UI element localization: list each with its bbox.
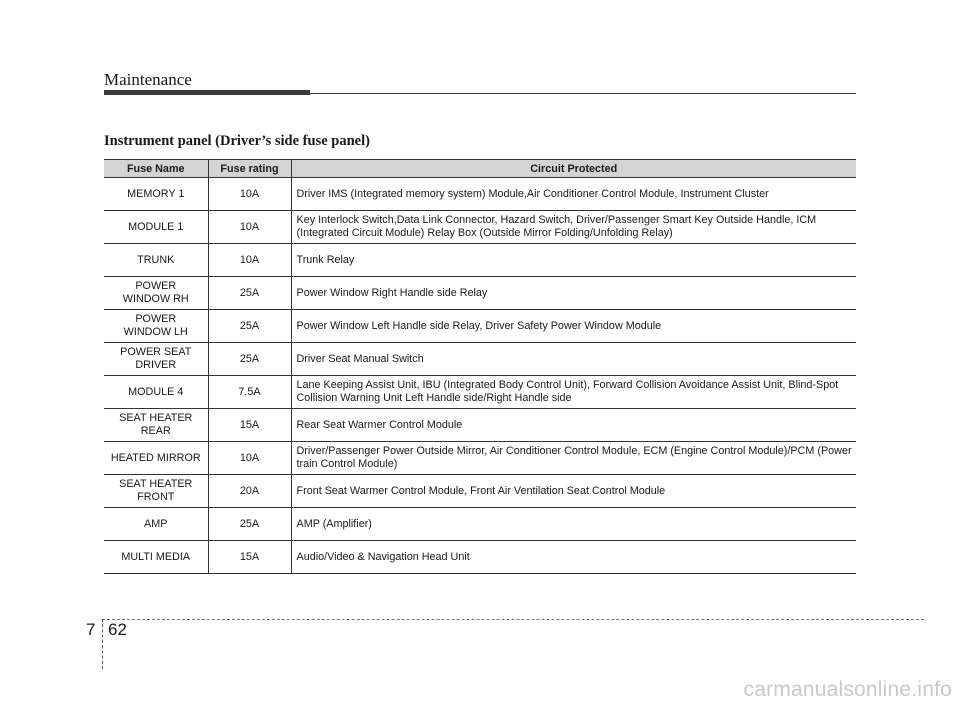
fuse-name-cell: POWER WINDOW RH	[104, 277, 208, 310]
table-row	[104, 178, 856, 211]
fuse-rating-cell: 15A	[208, 409, 291, 442]
section-title: Maintenance	[104, 70, 192, 89]
footer-rule	[102, 619, 924, 620]
header-rule-thin	[310, 93, 856, 94]
circuit-cell: Front Seat Warmer Control Module, Front Air Ventilation Seat Control Module	[291, 475, 856, 508]
fuse-name-cell: SEAT HEATER FRONT	[104, 475, 208, 508]
circuit-cell: Key Interlock Switch,Data Link Connector, Hazard Switch, Driver/Passenger Smart Key Outside Handle, ICM (Integrated Circuit Module) Relay Box (Outside Mirror Folding/Unfolding Relay)	[291, 211, 856, 244]
table-row	[104, 376, 856, 409]
fuse-name-cell: POWER WINDOW LH	[104, 310, 208, 343]
fuse-rating-cell: 25A	[208, 508, 291, 541]
table-row	[104, 211, 856, 244]
fuse-rating-cell: 10A	[208, 244, 291, 277]
circuit-cell: Driver/Passenger Power Outside Mirror, Air Conditioner Control Module, ECM (Engine Control Module)/PCM (Power train Control Module)	[291, 442, 856, 475]
fuse-rating-cell: 7.5A	[208, 376, 291, 409]
fuse-rating-cell: 10A	[208, 178, 291, 211]
fuse-name-cell: MEMORY 1	[104, 178, 208, 211]
column-header-fuse-rating: Fuse rating	[208, 160, 291, 178]
table-row	[104, 409, 856, 442]
circuit-cell: Power Window Left Handle side Relay, Driver Safety Power Window Module	[291, 310, 856, 343]
fuse-name-cell: MODULE 4	[104, 376, 208, 409]
fuse-rating-cell: 25A	[208, 277, 291, 310]
circuit-cell: Trunk Relay	[291, 244, 856, 277]
fuse-rating-cell: 10A	[208, 442, 291, 475]
circuit-cell: Rear Seat Warmer Control Module	[291, 409, 856, 442]
fuse-rating-cell: 25A	[208, 343, 291, 376]
table-row	[104, 475, 856, 508]
footer-separator	[102, 619, 104, 669]
column-header-fuse-name: Fuse Name	[104, 160, 208, 178]
table-row	[104, 310, 856, 343]
column-header-circuit-protected: Circuit Protected	[291, 160, 856, 178]
fuse-rating-cell: 10A	[208, 211, 291, 244]
circuit-cell: AMP (Amplifier)	[291, 508, 856, 541]
watermark: carmanualsonline.info	[743, 678, 952, 701]
table-header-row	[104, 160, 856, 178]
table-row	[104, 508, 856, 541]
table-row	[104, 277, 856, 310]
fuse-rating-cell: 25A	[208, 310, 291, 343]
fuse-name-cell: SEAT HEATER REAR	[104, 409, 208, 442]
table-row	[104, 541, 856, 574]
fuse-name-cell: POWER SEAT DRIVER	[104, 343, 208, 376]
fuse-rating-cell: 20A	[208, 475, 291, 508]
fuse-name-cell: HEATED MIRROR	[104, 442, 208, 475]
fuse-name-cell: TRUNK	[104, 244, 208, 277]
fuse-name-cell: MULTI MEDIA	[104, 541, 208, 574]
table-row	[104, 442, 856, 475]
fuse-rating-cell: 15A	[208, 541, 291, 574]
fuse-name-cell: AMP	[104, 508, 208, 541]
table-row	[104, 343, 856, 376]
page-number: 62	[108, 620, 127, 639]
table-title: Instrument panel (Driver’s side fuse panel)	[104, 133, 370, 149]
chapter-number: 7	[86, 620, 96, 639]
circuit-cell: Power Window Right Handle side Relay	[291, 277, 856, 310]
circuit-cell: Driver Seat Manual Switch	[291, 343, 856, 376]
header-rule-thick	[104, 90, 310, 95]
fuse-name-cell: MODULE 1	[104, 211, 208, 244]
fuse-table	[104, 159, 856, 574]
circuit-cell: Audio/Video & Navigation Head Unit	[291, 541, 856, 574]
circuit-cell: Lane Keeping Assist Unit, IBU (Integrated Body Control Unit), Forward Collision Avoidance Assist Unit, Blind-Spot Collision Warning Unit Left Handle side/Right Handle side	[291, 376, 856, 409]
circuit-cell: Driver IMS (Integrated memory system) Module,Air Conditioner Control Module, Instrument Cluster	[291, 178, 856, 211]
table-row	[104, 244, 856, 277]
